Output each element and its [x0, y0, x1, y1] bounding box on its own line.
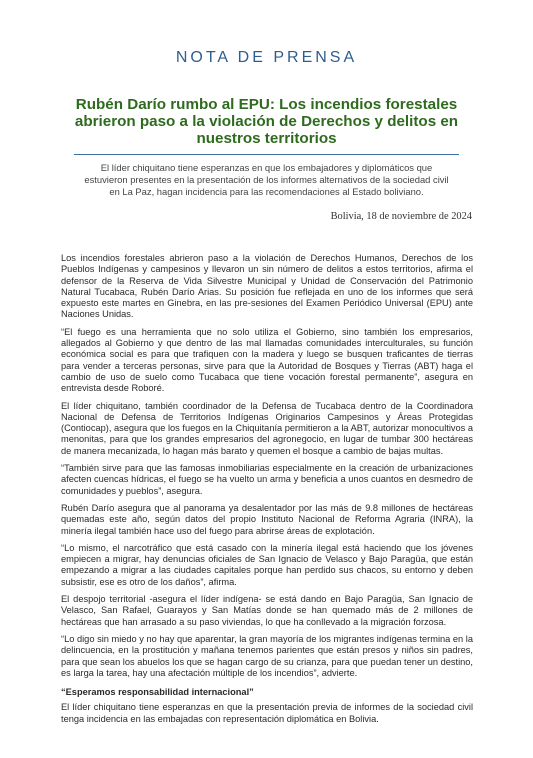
section-subheading: “Esperamos responsabilidad internacional”: [61, 687, 254, 698]
lede-summary: El líder chiquitano tiene esperanzas en que los embajadores y diplomáticos que estuvieron presentes en la presentación de los informes alternativos de la sociedad civil en La Paz, hagan incidencia para las recomendaciones al Estado boliviano.: [84, 162, 449, 197]
headline-divider: [74, 154, 459, 155]
body-paragraph-2: “El fuego es una herramienta que no solo utiliza el Gobierno, sino también los empresarios, allegados al Gobierno y que dentro de las mal llamadas comunidades interculturales, su función económica social es para que trafiquen con la madera y luego se busquen traficantes de tierras para vender a terceras personas, sirve para que la Autoridad de Bosques y Tierras (ABT) haga el cambio de uso de suelo como Tucabaca que tiene vocación forestal permanente”, asegura en entrevista desde Roboré.: [61, 326, 473, 394]
article-body: [61, 253, 473, 731]
document-type-label: NOTA DE PRENSA: [175, 49, 358, 66]
body-paragraph-3: El líder chiquitano, también coordinador de la Defensa de Tucabaca dentro de la Coordinadora Nacional de Defensa de Territorios Indígenas Originarios Campesinos y Áreas Protegidas (Contiocap), asegura que los fuegos en la Chiquitanía permitieron a la ABT, autorizar monocultivos a menonitas, para que los grandes empresarios del agronegocio, en lugar de tumbar 300 hectáreas de manera mecanizada, lo hagan más barato y quemen el bosque a cambio de bajas multas.: [61, 400, 473, 456]
closing-paragraph: El líder chiquitano tiene esperanzas en que la presentación previa de informes de la sociedad civil tenga incidencia en las embajadas con representación diplomática en Bolivia.: [61, 702, 473, 724]
headline: Rubén Darío rumbo al EPU: Los incendios forestales abrieron paso a la violación de Derechos y delitos en nuestros territorios: [74, 96, 459, 147]
dateline: Bolivia, 18 de noviembre de 2024: [330, 211, 472, 222]
body-paragraph-5: Rubén Darío asegura que al panorama ya desalentador por las más de 9.8 millones de hectáreas quemadas este año, según datos del propio Instituto Nacional de Reforma Agraria (INRA), la minería ilegal también hace uso del fuego para abrirse áreas de explotación.: [61, 502, 473, 536]
body-paragraph-4: “También sirve para que las famosas inmobiliarias especialmente en la creación de urbanizaciones afecten cuencas hídricas, el fuego se ha vuelto un arma y beneficia a unos cuantos en desmedro de comunidades y pueblos”, asegura.: [61, 463, 473, 496]
body-paragraph-7: El despojo territorial -asegura el líder indígena- se está dando en Bajo Paragüa, San Ignacio de Velasco, San Rafael, Guarayos y San Matías donde se han quemado más de 2 millones de hectáreas que han arrasado a su paso viviendas, lo que ha conllevado a la migración forzosa.: [61, 594, 473, 627]
body-paragraph-8: “Lo digo sin miedo y no hay que aparentar, la gran mayoría de los migrantes indígenas termina en la delincuencia, en la prostitución y mañana tenemos parientes que están presos y niños sin padres, para que sean los abuelos los que se hagan cargo de su crianza, para que puedan tener un destino, es larga la tarea, hay una afectación múltiple de los incendios”, advierte.: [61, 633, 473, 678]
body-paragraph-1: Los incendios forestales abrieron paso a la violación de Derechos Humanos, Derechos de los Pueblos Indígenas y campesinos y llevaron un sin número de delitos a estos territorios, afirma el defensor de la Reserva de Vida Silvestre Municipal y Unidad de Conservación del Patrimonio Natural Tucabaca, Rubén Darío Arias. Su posición fue reflejada en uno de los informes que será expuesto este martes en Ginebra, en las pre-sesiones del Examen Periódico Universal (EPU) ante Naciones Unidas.: [61, 253, 473, 320]
body-paragraph-6: “Lo mismo, el narcotráfico que está casado con la minería ilegal está haciendo que los jóvenes empiecen a migrar, hay denuncias oficiales de San Ignacio de Velasco y Bajo Paragüa, que están empezando a migrar a las ciudades capitales porque han perdido sus chacos, su entorno y deben subsistir, ese es otro de los daños”, afirma.: [61, 542, 473, 587]
